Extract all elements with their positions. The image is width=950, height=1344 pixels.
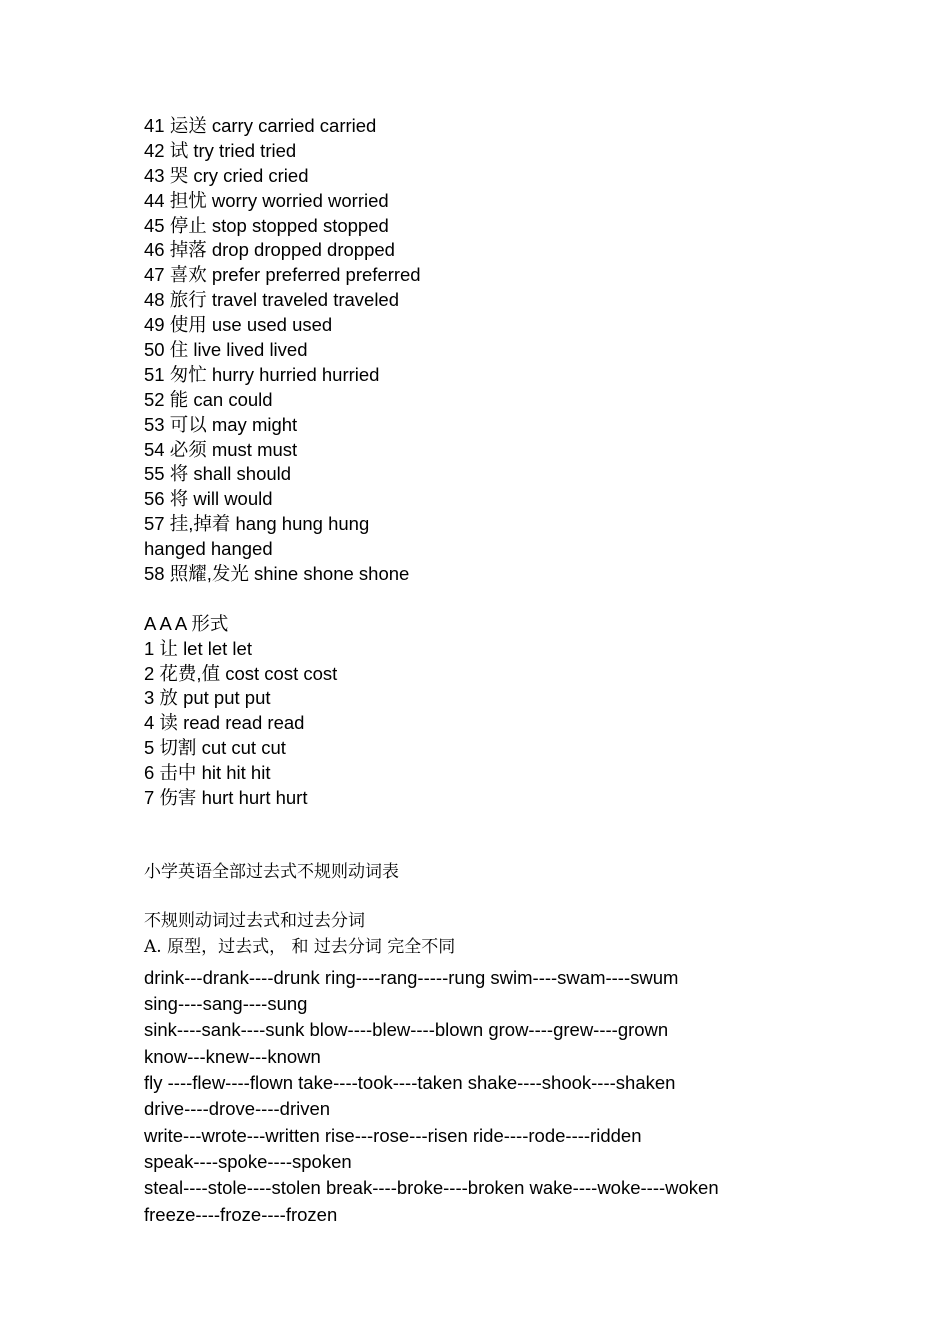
list-item: 53 可以 may might [144,413,298,435]
list-item: 55 将 shall should [144,463,292,485]
document-page [144,114,904,1228]
irregular-verb-list [144,965,904,1228]
list-item: 3 放 put put put [144,687,271,709]
section-title: 小学英语全部过去式不规则动词表 [144,861,399,882]
list-item: 50 住 live lived lived [144,339,308,361]
verb-list-41-58 [144,114,904,587]
verb-line: know---knew---known [144,1045,321,1067]
list-item: 5 切割 cut cut cut [144,737,286,759]
list-item: 43 哭 cry cried cried [144,164,309,186]
list-item: 48 旅行 travel traveled traveled [144,289,400,311]
verb-line: speak----spoke----spoken [144,1150,352,1172]
verb-line: drive----drove----driven [144,1098,331,1120]
list-item: 7 伤害 hurt hurt hurt [144,787,308,809]
spacer [144,811,904,860]
verb-line: fly ----flew----flown take----took----taken shake----shook----shaken [144,1072,676,1094]
list-item: 6 击中 hit hit hit [144,762,271,784]
aaa-form-heading: A A A 形式 [144,612,229,634]
verb-line: write---wrote---written rise---rose---risen ride----rode----ridden [144,1124,642,1146]
verb-line: sing----sang----sung [144,993,308,1015]
verb-list-aaa [144,637,904,811]
list-item: 54 必须 must must [144,438,298,460]
verb-line: sink----sank----sunk blow----blew----blown grow----grew----grown [144,1019,669,1041]
list-item: hanged hanged [144,538,273,560]
list-item: 2 花费,值 cost cost cost [144,662,338,684]
list-item: 41 运送 carry carried carried [144,115,377,136]
list-item: 44 担忧 worry worried worried [144,189,389,211]
list-item: 45 停止 stop stopped stopped [144,214,389,236]
list-item: 58 照耀,发光 shine shone shone [144,563,410,585]
list-item: 57 挂,掉着 hang hung hung [144,513,370,535]
list-item: 56 将 will would [144,488,273,510]
verb-line: freeze----froze----frozen [144,1203,338,1225]
list-item: 4 读 read read read [144,712,305,734]
subheading-a: A. 原型，过去式， 和 过去分词 完全不同 [144,936,456,957]
list-item: 42 试 try tried tried [144,139,297,161]
spacer [144,884,904,909]
subtitle: 不规则动词过去式和过去分词 [144,910,365,931]
list-item: 1 让 let let let [144,637,252,659]
verb-line: steal----stole----stolen break----broke----broken wake----woke----woken [144,1177,719,1199]
list-item: 51 匆忙 hurry hurried hurried [144,363,380,385]
verb-line: drink---drank----drunk ring----rang-----rung swim----swam----swum [144,966,679,988]
list-item: 47 喜欢 prefer preferred preferred [144,264,421,286]
list-item: 46 掉落 drop dropped dropped [144,239,395,261]
list-item: 52 能 can could [144,388,273,410]
list-item: 49 使用 use used used [144,314,333,336]
spacer [144,587,904,612]
